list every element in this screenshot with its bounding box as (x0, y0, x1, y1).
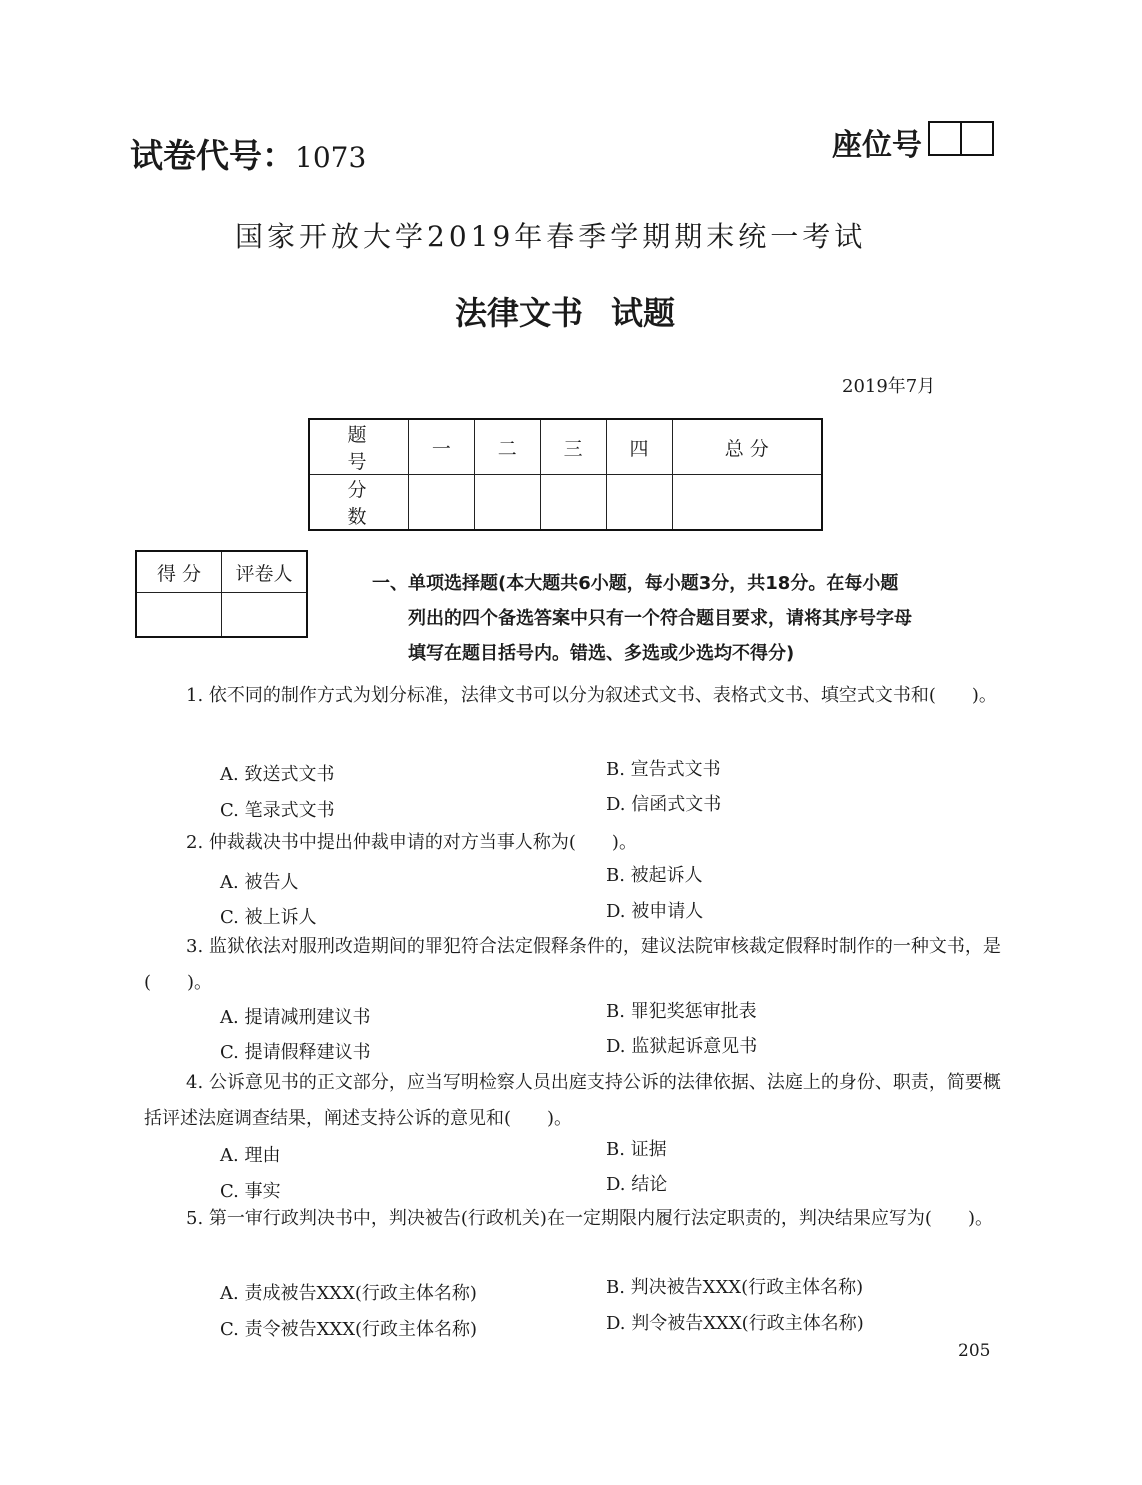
option-d: D. 判令被告XXX(行政主体名称) (606, 1313, 864, 1334)
option-b: B. 判决被告XXX(行政主体名称) (606, 1277, 864, 1298)
score-table-cell: 题 号 (309, 419, 409, 475)
score-table-cell: 二 (474, 419, 540, 475)
score-entry-cell (606, 475, 672, 531)
exam-title: 国家开放大学2019年春季学期期末统一考试 (235, 220, 867, 253)
seat-number-box (928, 121, 994, 156)
score-entry-cell (540, 475, 606, 531)
section-line: 填写在题目括号内。错选、多选或少选均不得分) (408, 643, 795, 664)
score-table-score-row (309, 475, 822, 531)
question-stem: 2. 仲裁裁决书中提出仲裁申请的对方当事人称为( )。 (186, 832, 637, 853)
question-stem: 1. 依不同的制作方式为划分标准，法律文书可以分为叙述式文书、表格式文书、填空式文书和( )。 (186, 685, 997, 706)
paper-code-label: 试卷代号： (130, 136, 295, 175)
grader-score-label: 得 分 (136, 551, 222, 593)
score-entry-cell (474, 475, 540, 531)
score-entry-cell (409, 475, 475, 531)
question-stem: 5. 第一审行政判决书中，判决被告(行政机关)在一定期限内履行法定职责的，判决结果应写为( )。 (186, 1208, 993, 1229)
option-d: D. 监狱起诉意见书 (606, 1036, 758, 1057)
score-table-cell: 一 (409, 419, 475, 475)
option-b: B. 宣告式文书 (606, 759, 721, 780)
option-c: C. 事实 (220, 1181, 281, 1202)
score-entry-cell (672, 475, 822, 531)
option-b: B. 证据 (606, 1139, 667, 1160)
option-c: C. 责令被告XXX(行政主体名称) (220, 1319, 478, 1340)
option-a: A. 提请减刑建议书 (220, 1007, 371, 1028)
grader-table (135, 550, 308, 638)
option-a: A. 责成被告XXX(行政主体名称) (220, 1283, 477, 1304)
option-c: C. 被上诉人 (220, 907, 317, 928)
paper-code-number: 1073 (295, 141, 367, 174)
subject-suffix: 试题 (611, 294, 676, 332)
seat-number-label: 座位号 (832, 128, 922, 163)
score-table-cell: 分 数 (309, 475, 409, 531)
option-d: D. 被申请人 (606, 901, 704, 922)
grader-name-label: 评卷人 (222, 551, 308, 593)
option-c: C. 笔录式文书 (220, 800, 335, 821)
grader-name-cell (222, 593, 308, 638)
score-table-header-row (309, 419, 822, 475)
score-table-cell: 四 (606, 419, 672, 475)
score-table-cell: 总 分 (672, 419, 822, 475)
score-table (308, 418, 823, 531)
question-stem: 4. 公诉意见书的正文部分，应当写明检察人员出庭支持公诉的法律依据、法庭上的身份、职责，简要概括评述法庭调查结果，阐述支持公诉的意见和( )。 (144, 1072, 1001, 1129)
exam-date: 2019年7月 (842, 376, 936, 397)
paper-code (130, 130, 366, 177)
score-table-cell: 三 (540, 419, 606, 475)
subject-title (455, 288, 675, 334)
option-a: A. 理由 (220, 1145, 281, 1166)
option-a: A. 致送式文书 (220, 764, 335, 785)
option-a: A. 被告人 (220, 872, 299, 893)
option-d: D. 结论 (606, 1174, 668, 1195)
subject-name: 法律文书 (455, 294, 584, 332)
option-d: D. 信函式文书 (606, 794, 722, 815)
option-b: B. 被起诉人 (606, 865, 703, 886)
page-number: 205 (958, 1341, 991, 1361)
question-stem: 3. 监狱依法对服刑改造期间的罪犯符合法定假释条件的，建议法院审核裁定假释时制作的一种文书，是( )。 (144, 936, 1001, 993)
grader-score-cell (136, 593, 222, 638)
section-line: 一、单项选择题(本大题共6小题，每小题3分，共18分。在每小题 (372, 573, 899, 594)
section-line: 列出的四个备选答案中只有一个符合题目要求，请将其序号字母 (408, 608, 912, 629)
option-b: B. 罪犯奖惩审批表 (606, 1001, 757, 1022)
option-c: C. 提请假释建议书 (220, 1042, 371, 1063)
section-instructions (372, 566, 1004, 671)
